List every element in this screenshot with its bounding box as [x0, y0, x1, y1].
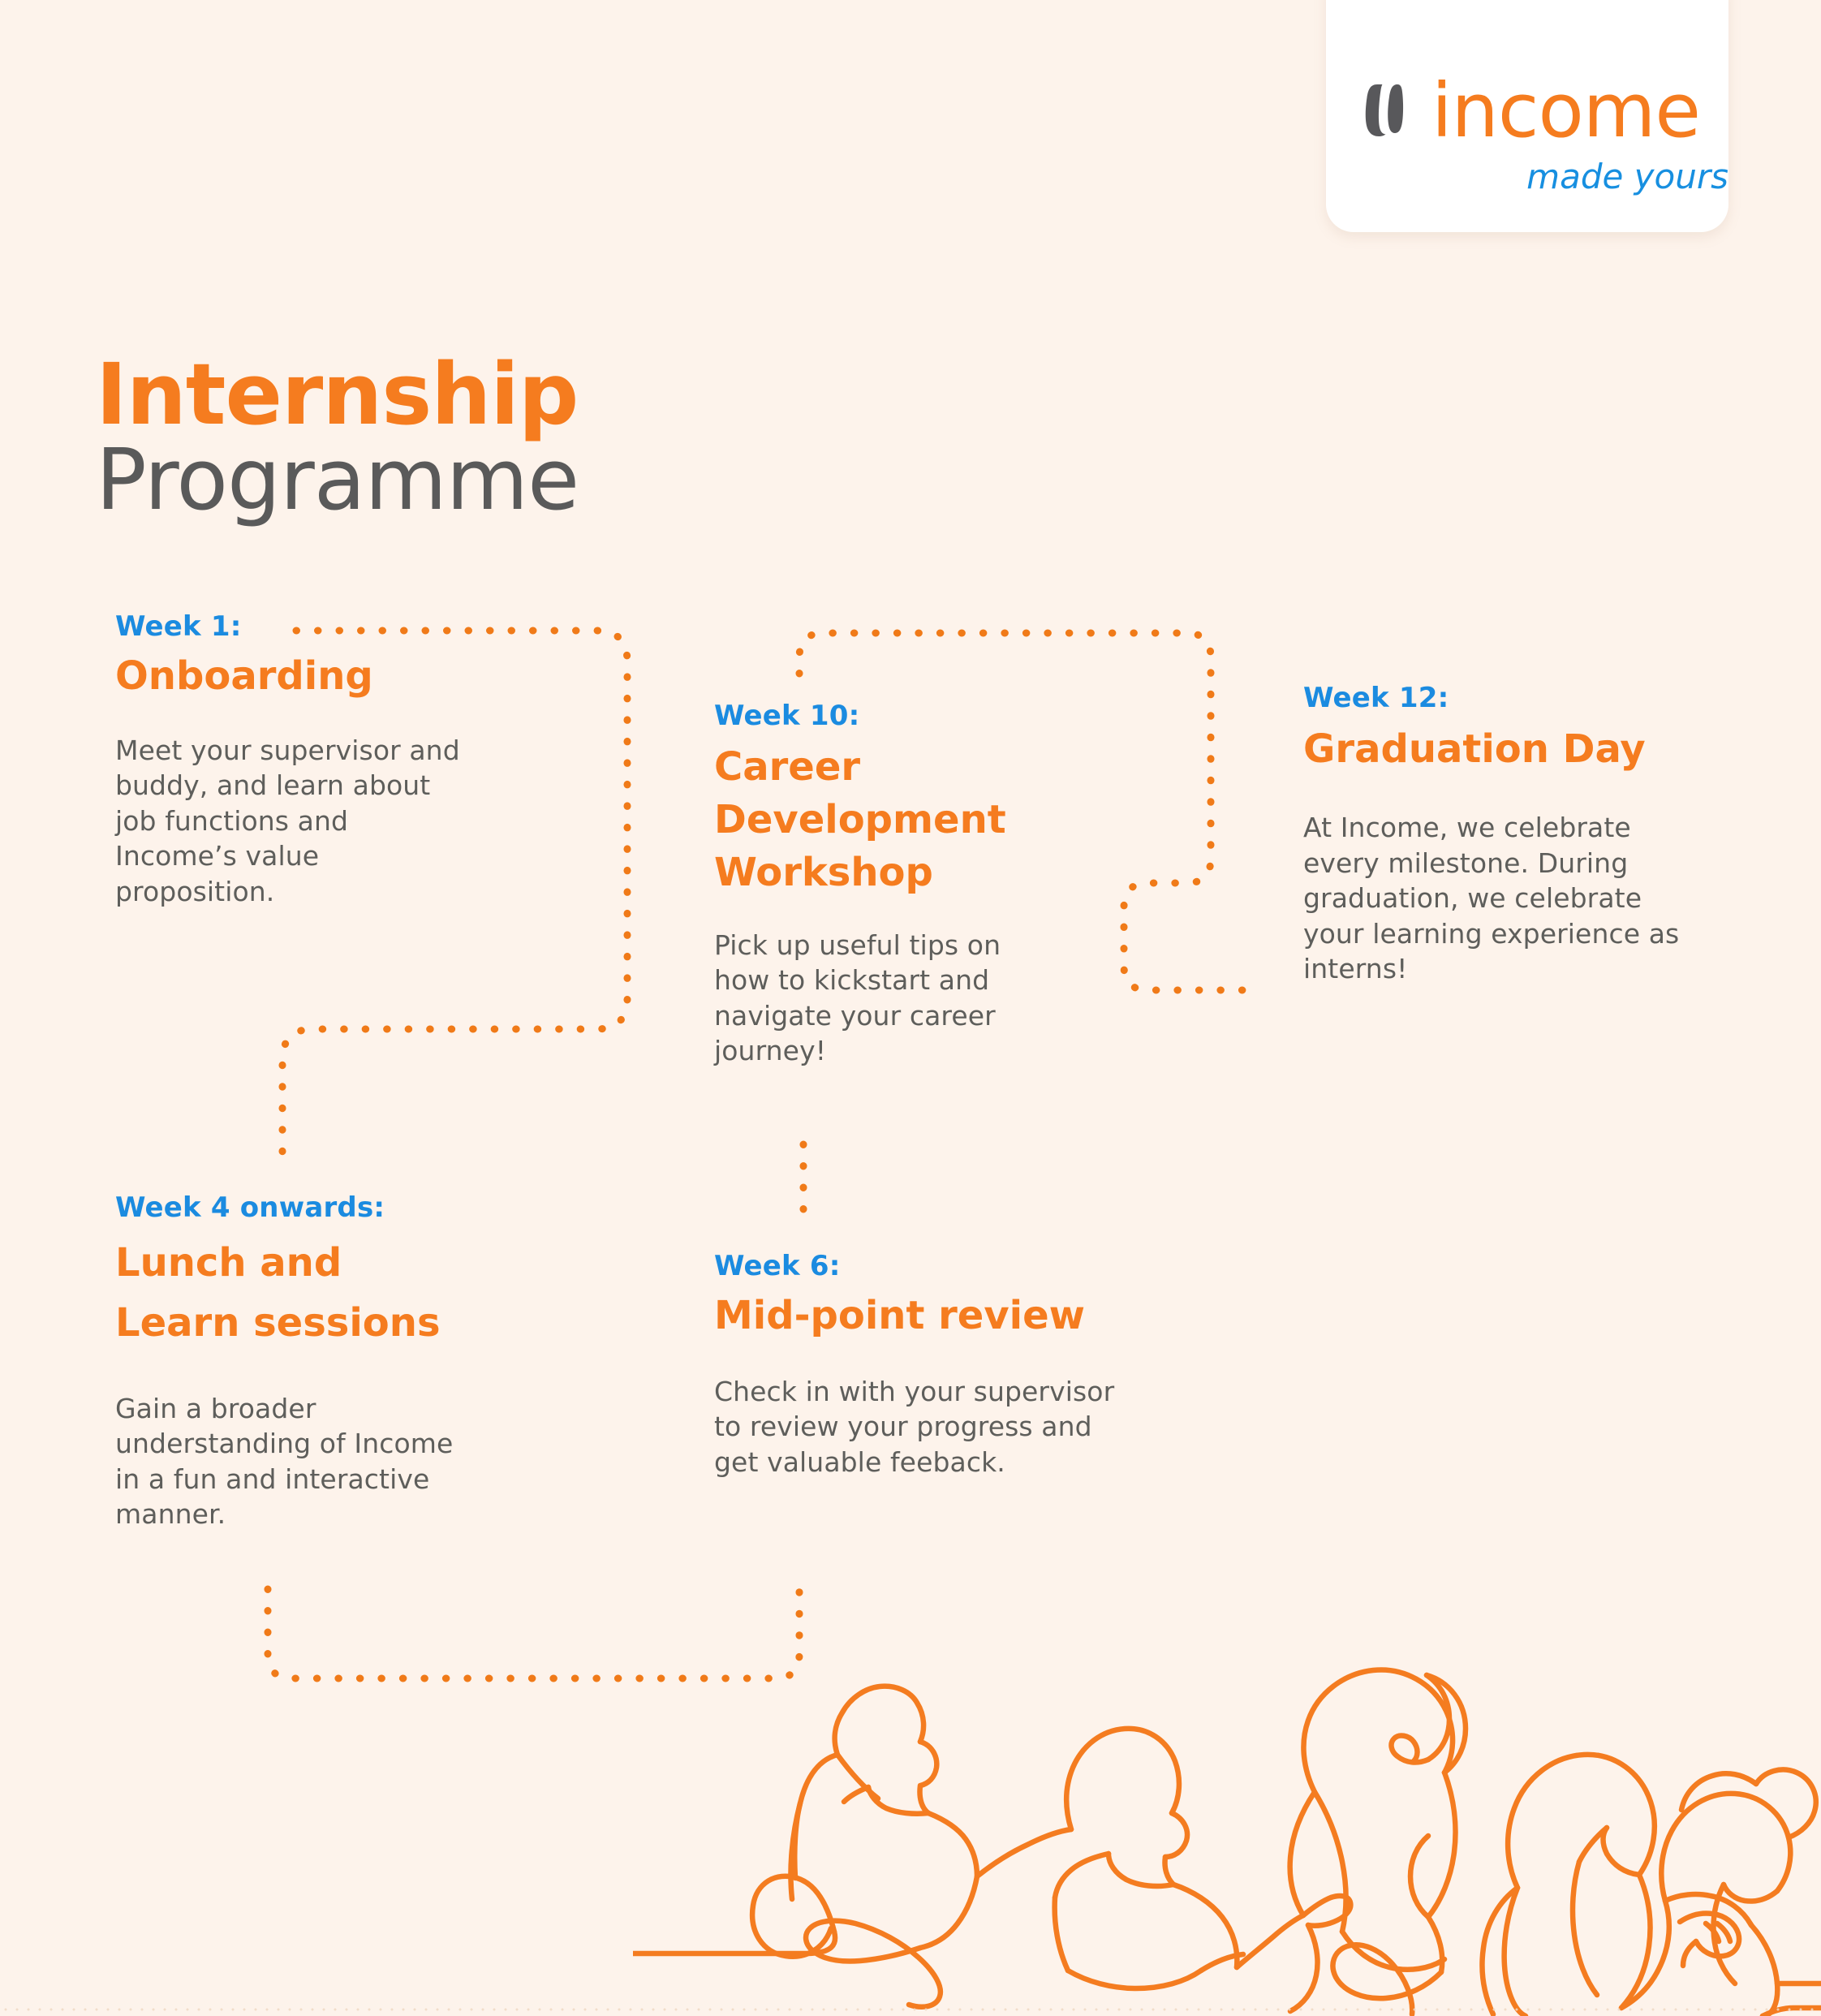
milestone-week12: [1303, 682, 1693, 987]
logo-tagline: made yours: [1526, 157, 1728, 196]
milestone-body: Gain a broader understanding of Income in a fun and interactive manner.: [115, 1392, 454, 1531]
milestone-title: Mid-point review: [714, 1292, 1085, 1338]
milestone-week-label: Week 12:: [1303, 682, 1449, 714]
milestone-body: At Income, we celebrate every milestone. During graduation, we celebrate your learning experience as interns!: [1303, 812, 1680, 985]
milestone-title: Career Development Workshop: [714, 743, 1006, 896]
income-logo-card: [1326, 0, 1728, 232]
milestone-body: Pick up useful tips on how to kickstart and navigate your career journey!: [714, 928, 1001, 1067]
milestone-week-label: Week 10:: [714, 700, 860, 732]
logo-row: [1326, 67, 1700, 154]
milestone-week1: [115, 610, 464, 910]
line-art-group-of-seated-interns-illustration: [633, 1566, 1821, 2016]
bottom-dotted-rule: [0, 2008, 1821, 2011]
milestone-week-label: Week 1:: [115, 610, 242, 643]
logo-wordmark: income: [1431, 67, 1700, 154]
milestone-week4: [115, 1191, 472, 1532]
milestone-week-label: Week 6:: [714, 1250, 841, 1282]
page-title-line-2: Programme: [96, 430, 579, 530]
milestone-body: Meet your supervisor and buddy, and learn about job functions and Income’s value proposition.: [115, 734, 460, 907]
income-swoosh-mark-icon: [1360, 80, 1420, 143]
milestone-week10: [714, 700, 1055, 1069]
milestone-body: Check in with your supervisor to review your progress and get valuable feeback.: [714, 1375, 1115, 1478]
milestone-title: Graduation Day: [1303, 726, 1646, 772]
milestone-title: Lunch and Learn sessions: [115, 1239, 441, 1346]
milestone-title: Onboarding: [115, 653, 373, 699]
connector-week4-to-week6: [268, 1589, 799, 1678]
page-title-line-1: Internship: [96, 345, 579, 444]
page-title: [96, 345, 579, 530]
milestone-week6: [714, 1250, 1120, 1480]
milestone-week-label: Week 4 onwards:: [115, 1191, 385, 1224]
